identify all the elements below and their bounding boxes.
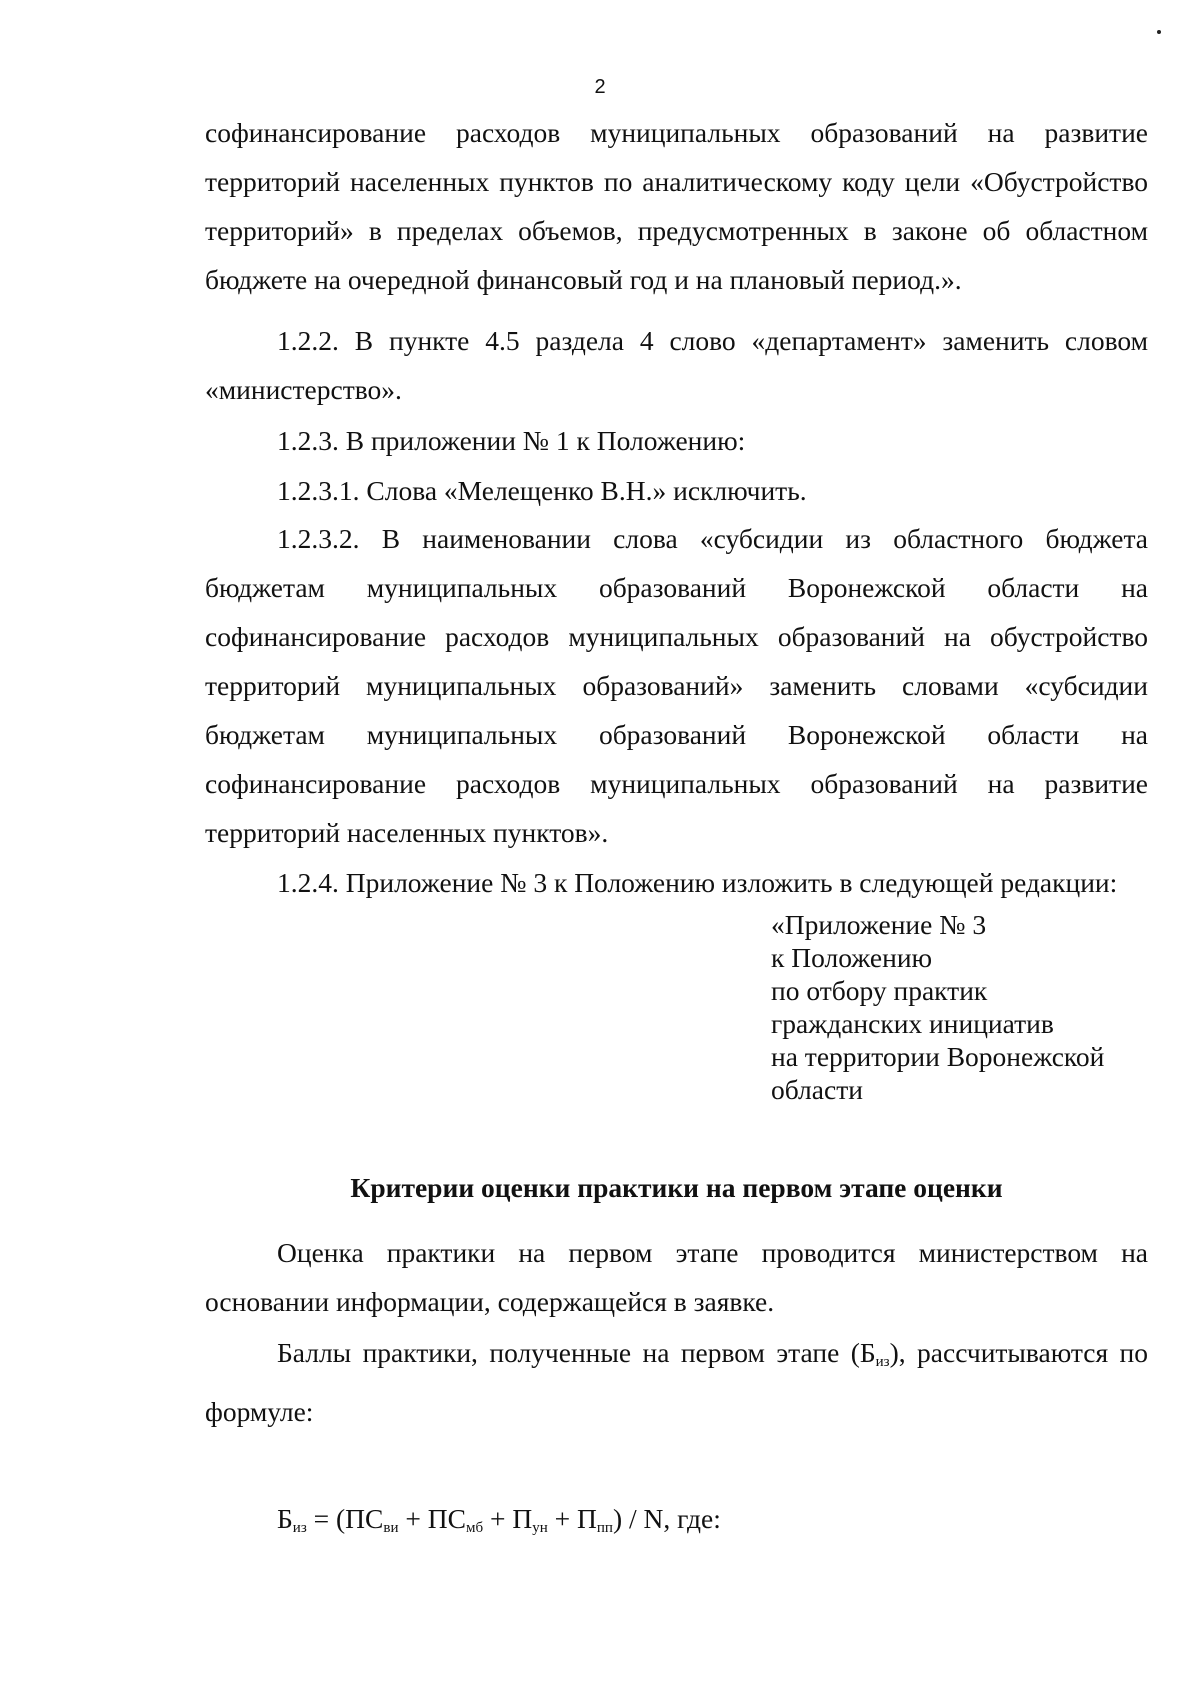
text-line: территорий населенных пунктов по аналитическому коду цели «Обустройство <box>205 166 1148 197</box>
paragraph-continuation <box>205 108 1148 304</box>
formula-part: + П <box>483 1503 533 1534</box>
formula-part: ) / N, где: <box>612 1503 721 1534</box>
text-line: бюджете на очередной финансовый год и на плановый период.». <box>205 264 962 295</box>
text-line: территорий населенных пунктов». <box>205 817 609 848</box>
paragraph-1-2-4 <box>205 858 1148 907</box>
formula-part: Б <box>277 1503 293 1534</box>
text-line: софинансирование расходов муниципальных образований на обустройство <box>205 621 1148 652</box>
paragraph-1-2-2 <box>205 316 1148 414</box>
subscript: из <box>875 1354 890 1370</box>
paragraph-scores <box>205 1328 1148 1436</box>
paragraph-1-2-3-1 <box>205 466 1148 515</box>
text-line: бюджетам муниципальных образований Воронежской области на <box>205 719 1148 750</box>
formula-part: + П <box>547 1503 597 1534</box>
annex-line: «Приложение № 3 <box>771 909 987 940</box>
text-line: 1.2.4. Приложение № 3 к Положению изложить в следующей редакции: <box>277 867 1118 898</box>
text-line: территорий» в пределах объемов, предусмотренных в законе об областном <box>205 215 1148 246</box>
subscript: ун <box>532 1520 548 1536</box>
annex-line: к Положению <box>771 942 933 973</box>
text-line: 1.2.3.1. Слова «Мелещенко В.Н.» исключить. <box>277 475 807 506</box>
subscript: ви <box>383 1520 399 1536</box>
text-line: 1.2.2. В пункте 4.5 раздела 4 слово «департамент» заменить словом <box>277 325 1148 356</box>
text-line: 1.2.3. В приложении № 1 к Положению: <box>277 425 746 456</box>
text-fragment: Баллы практики, полученные на первом этапе (Б <box>277 1337 876 1368</box>
text-fragment: ), рассчитываются по <box>889 1337 1149 1368</box>
formula-part: + ПС <box>398 1503 466 1534</box>
formula <box>205 1494 1148 1553</box>
text-line <box>205 1328 1148 1387</box>
subscript: мб <box>465 1520 484 1536</box>
annex-line: на территории Воронежской <box>771 1041 1105 1072</box>
page-number: 2 <box>594 76 606 98</box>
annex-line: по отбору практик <box>771 975 988 1006</box>
text-line: территорий муниципальных образований» заменить словами «субсидии <box>205 670 1148 701</box>
annex-line: гражданских инициатив <box>771 1008 1054 1039</box>
formula-part: = (ПС <box>306 1503 384 1534</box>
text-line: софинансирование расходов муниципальных образований на развитие <box>205 117 1148 148</box>
paragraph-1-2-3-2 <box>205 514 1148 857</box>
scan-mark <box>1157 30 1161 34</box>
paragraph-assessment <box>205 1228 1148 1326</box>
text-line: формуле: <box>205 1396 314 1427</box>
formula-line <box>205 1494 1148 1553</box>
text-line: «министерство». <box>205 374 402 405</box>
subscript: пп <box>596 1520 613 1536</box>
section-heading: Критерии оценки практики на первом этапе оценки <box>350 1172 1003 1203</box>
paragraph-1-2-3 <box>205 416 1148 465</box>
annex-reference <box>771 908 1151 1106</box>
text-line: Оценка практики на первом этапе проводится министерством на <box>277 1237 1148 1268</box>
text-line: 1.2.3.2. В наименовании слова «субсидии из областного бюджета <box>277 523 1148 554</box>
text-line: софинансирование расходов муниципальных образований на развитие <box>205 768 1148 799</box>
text-line: бюджетам муниципальных образований Воронежской области на <box>205 572 1148 603</box>
annex-line: области <box>771 1074 863 1105</box>
text-line: основании информации, содержащейся в заявке. <box>205 1286 775 1317</box>
subscript: из <box>292 1520 307 1536</box>
